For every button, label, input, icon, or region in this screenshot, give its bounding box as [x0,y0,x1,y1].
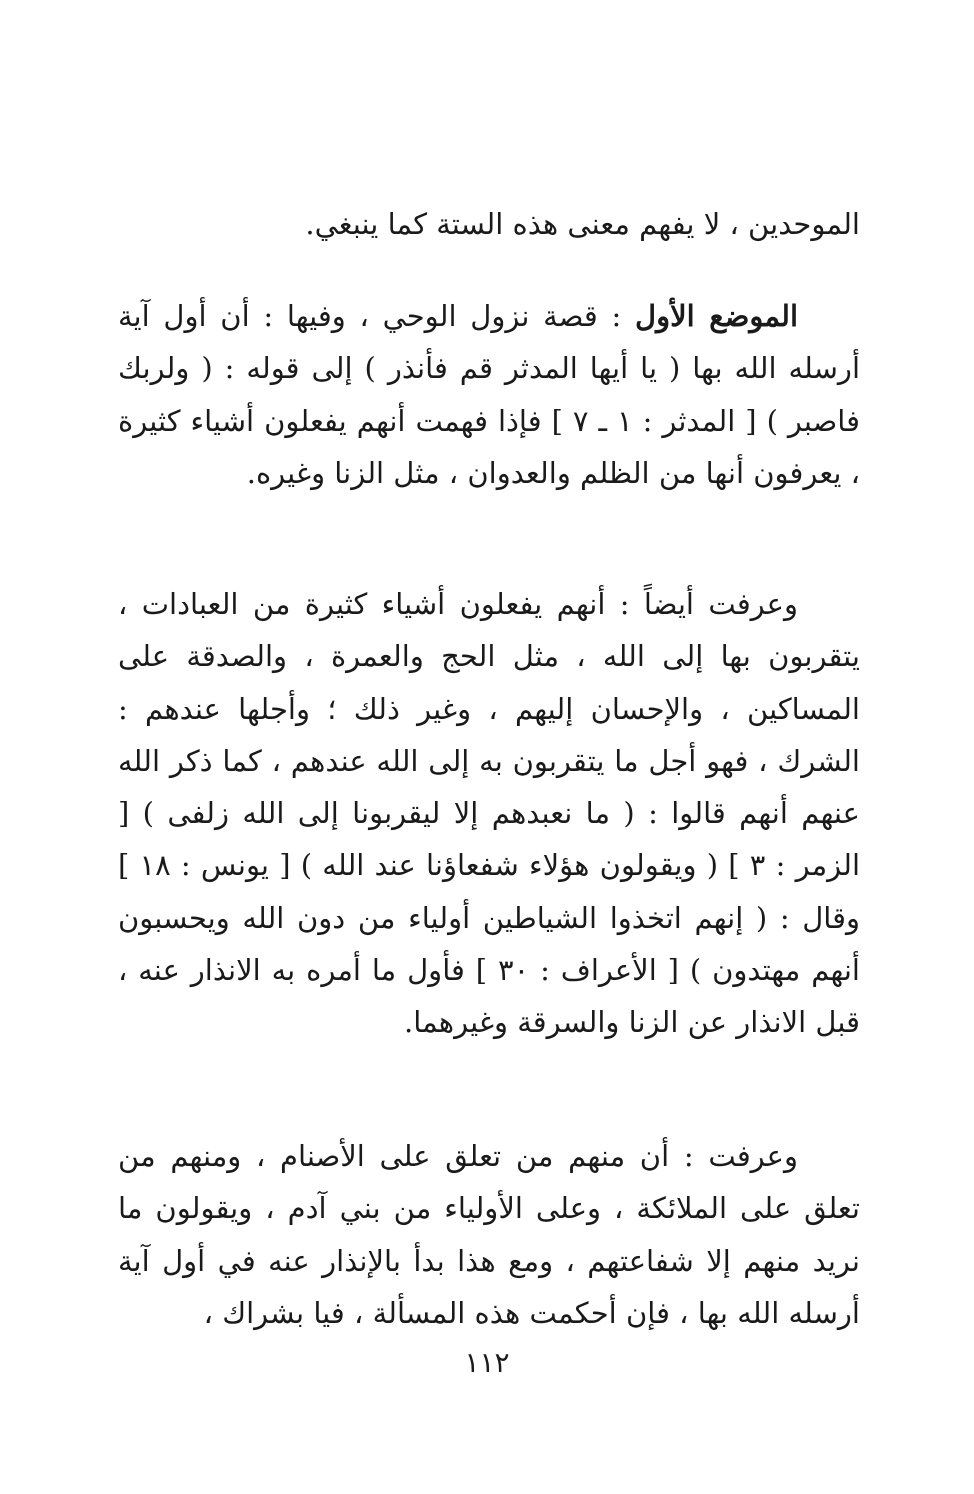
paragraph-text: وعرفت أيضاً : أنهم يفعلون أشياء كثيرة من العبادات ، يتقربون بها إلى الله ، مثل الحج والعمرة ، والصدقة على المساكين ، والإحسان إليهم ، وغير ذلك ؛ وأجلها عندهم : الشرك ، فهو أجل ما يتقربون به إلى الله عندهم ، كما ذكر الله عنهم أنهم قالوا : ( ما نعبدهم إلا ليقربونا إلى الله زلفى ) [ الزمر : ٣ ] ( ويقولون هؤلاء شفعاؤنا عند الله ) [ يونس : ١٨ ] وقال : ( إنهم اتخذوا الشياطين أولياء من دون الله ويحسبون أنهم مهتدون ) [ الأعراف : ٣٠ ] فأول ما أمره به الانذار عنه ، قبل الانذار عن الزنا والسرقة وغيرهما. [118,587,860,1040]
paragraph-continuation [118,198,860,250]
paragraph-you-also-knew [118,578,860,1049]
paragraph-first-position [118,290,860,499]
paragraph-text: : قصة نزول الوحي ، وفيها : أن أول آية أرسله الله بها ( يا أيها المدثر قم فأنذر ) إلى قوله : ( ولربك فاصبر ) [ المدثر : ١ ـ ٧ ] فإذا فهمت أنهم يفعلون أشياء كثيرة ، يعرفون أنها من الظلم والعدوان ، مثل الزنا وغيره. [118,299,860,490]
paragraph-body [118,290,860,499]
page-number: ١١٢ [464,1346,510,1379]
paragraph-text: الموحدين ، لا يفهم معنى هذه الستة كما ينبغي. [305,207,860,241]
paragraph-heading: الموضع الأول [635,299,799,333]
paragraph-you-knew [118,1130,860,1339]
paragraph-text: وعرفت : أن منهم من تعلق على الأصنام ، ومنهم من تعلق على الملائكة ، وعلى الأولياء من بني آدم ، ويقولون ما نريد منهم إلا شفاعتهم ، ومع هذا بدأ بالإنذار عنه في أول آية أرسله الله بها ، فإن أحكمت هذه المسألة ، فيا بشراك ، [118,1139,860,1330]
